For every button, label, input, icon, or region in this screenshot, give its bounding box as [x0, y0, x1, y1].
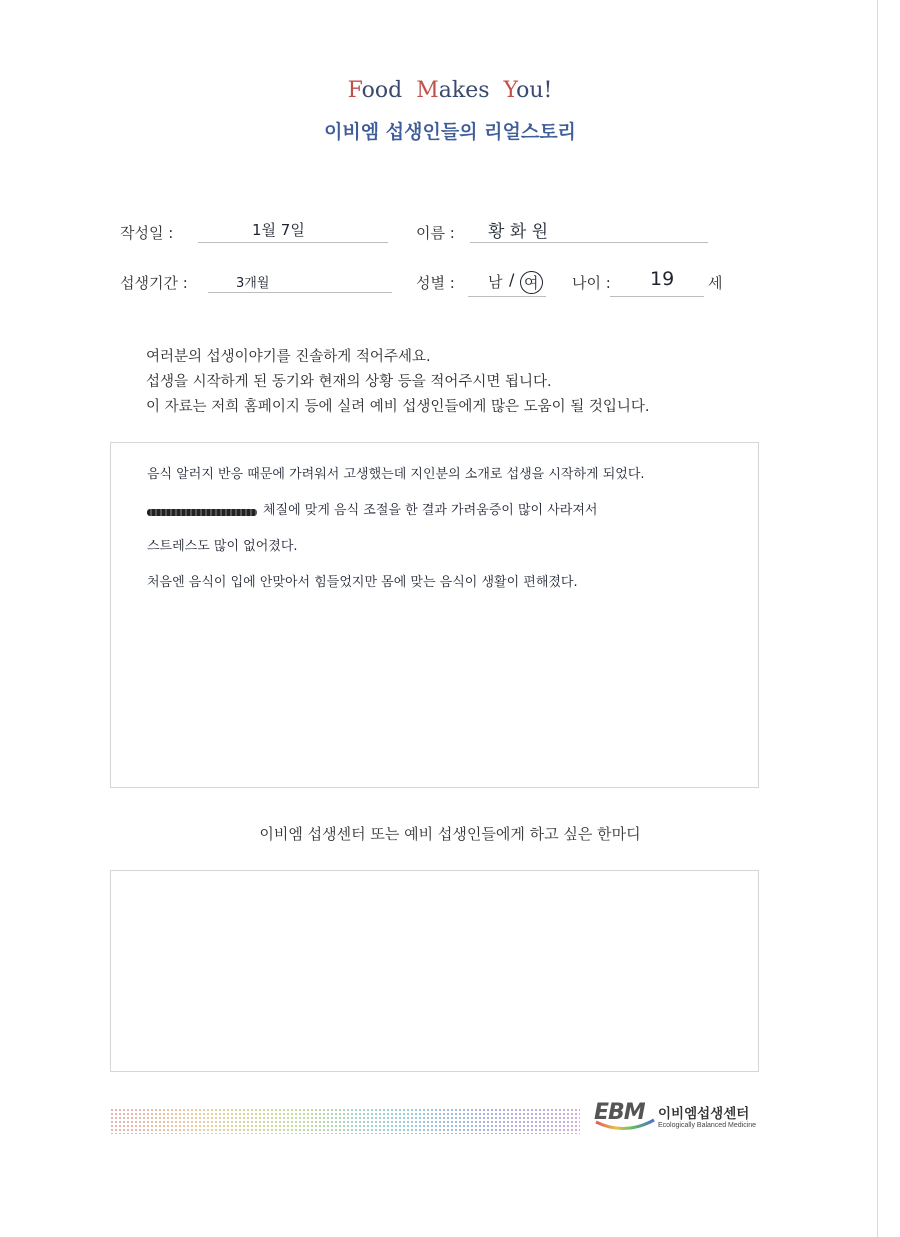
title-word: ou! [516, 78, 553, 103]
title-word: ood [361, 78, 403, 103]
instructions [146, 345, 650, 420]
gender-label: 성별 : [416, 274, 455, 292]
story-line: 체질에 맞게 음식 조절을 한 결과 가려움증이 많이 사라져서 [263, 503, 598, 518]
instruction-line: 섭생을 시작하게 된 동기와 현재의 상황 등을 적어주시면 됩니다. [146, 374, 552, 390]
date-line [198, 242, 388, 243]
gender-male-option[interactable]: 남 [488, 273, 503, 291]
title-cap: Y [503, 78, 517, 103]
gender-line [468, 296, 546, 297]
page-edge [877, 0, 878, 1237]
page-title [0, 78, 900, 103]
age-label: 나이 : [572, 274, 611, 292]
story-box[interactable] [110, 442, 759, 788]
date-value[interactable]: 1월 7일 [252, 221, 305, 239]
ebm-logo [594, 1098, 784, 1138]
logo-name: 이비엠섭생센터 [658, 1106, 750, 1122]
age-value[interactable]: 19 [650, 268, 675, 290]
title-cap: F [347, 78, 362, 103]
message-heading: 이비엠 섭생센터 또는 예비 섭생인들에게 하고 싶은 한마디 [259, 825, 641, 843]
period-line [208, 292, 392, 293]
name-value[interactable]: 황 화 원 [488, 222, 549, 242]
title-cap: M [416, 78, 439, 103]
age-unit: 세 [708, 274, 723, 292]
name-line [470, 242, 708, 243]
message-box[interactable] [110, 870, 759, 1072]
page-subtitle: 이비엠 섭생인들의 리얼스토리 [324, 121, 576, 143]
period-label: 섭생기간 : [120, 274, 188, 292]
gender-female-option-circled[interactable]: 여 [520, 271, 543, 294]
logo-mark: EBM [594, 1100, 645, 1125]
strikethrough-scribble [147, 509, 257, 516]
logo-subtitle: Ecologically Balanced Medicine [658, 1122, 757, 1129]
date-label: 작성일 : [120, 224, 174, 242]
title-word: akes [438, 78, 490, 103]
story-line: 음식 알러지 반응 때문에 가려워서 고생했는데 지인분의 소개로 섭생을 시작하게 되었다. [147, 467, 645, 482]
name-label: 이름 : [416, 224, 455, 242]
instruction-line: 여러분의 섭생이야기를 진솔하게 적어주세요. [146, 349, 431, 365]
story-line: 처음엔 음식이 입에 안맞아서 힘들었지만 몸에 맞는 음식이 생활이 편해졌다. [147, 575, 578, 590]
story-line: 스트레스도 많이 없어졌다. [147, 539, 298, 554]
instruction-line: 이 자료는 저희 홈페이지 등에 실려 예비 섭생인들에게 많은 도움이 될 것입니다. [146, 399, 650, 415]
rainbow-swoosh-icon [594, 1118, 656, 1134]
rainbow-dot-band [110, 1108, 580, 1134]
age-line [610, 296, 704, 297]
period-value[interactable]: 3개월 [236, 276, 270, 291]
gender-separator: / [509, 270, 515, 289]
